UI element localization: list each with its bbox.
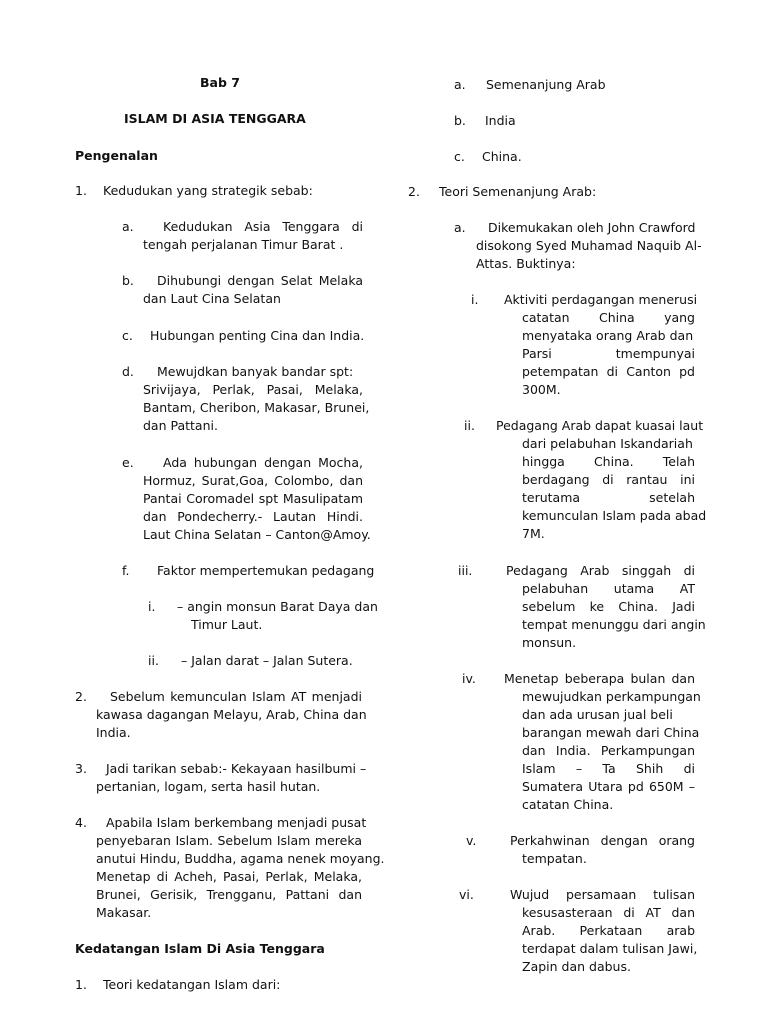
item-number: 2.	[408, 184, 420, 199]
text-line: Zapin dan dabus.	[522, 959, 631, 974]
sub-item-label: a.	[122, 219, 134, 234]
item-number: 4.	[75, 815, 87, 830]
right-column	[384, 0, 768, 1024]
evidence-label: i.	[471, 292, 479, 307]
sub-item-label: f.	[122, 563, 130, 578]
text-line: Makasar.	[96, 905, 152, 920]
text-line: Pedagang Arab singgah di	[506, 563, 695, 578]
sub-item-label: e.	[122, 455, 134, 470]
evidence-label: v.	[466, 833, 477, 848]
evidence-i	[502, 291, 698, 399]
evidence-v	[510, 832, 695, 868]
text-line: 7M.	[522, 526, 545, 541]
text-line: catatan China yang	[522, 310, 695, 325]
chapter-title: ISLAM DI ASIA TENGGARA	[124, 111, 306, 126]
text-line: Menetap di Acheh, Pasai, Perlak, Melaka,	[96, 869, 362, 884]
chapter-label: Bab 7	[200, 75, 240, 90]
text-line: Dihubungi dengan Selat Melaka	[157, 273, 363, 288]
text-line: Kedudukan Asia Tenggara di	[163, 219, 363, 234]
text-line: Jadi tarikan sebab:- Kekayaan hasilbumi –	[106, 761, 367, 776]
text-line: sebelum ke China. Jadi	[522, 599, 695, 614]
text-line: mewujudkan perkampungan	[522, 689, 701, 704]
item-3	[96, 760, 367, 796]
evidence-iv	[504, 670, 701, 814]
text-line: terutama setelah	[522, 490, 695, 505]
text-line: Aktiviti perdagangan menerusi	[504, 292, 698, 307]
evidence-ii	[496, 417, 707, 543]
sub-item-label: c.	[122, 328, 133, 343]
text-line: petempatan di Canton pd	[522, 364, 695, 379]
sub-item-a	[143, 218, 363, 254]
origin-label: b.	[454, 113, 466, 128]
sub-item-c: Hubungan penting Cina dan India.	[150, 328, 365, 343]
text-line: Apabila Islam berkembang menjadi pusat	[106, 815, 367, 830]
theory-heading: Teori Semenanjung Arab:	[439, 184, 597, 199]
sub-item-label: d.	[122, 364, 134, 379]
text-line: – angin monsun Barat Daya dan	[177, 599, 378, 614]
origin-label: a.	[454, 77, 466, 92]
item-number: 2.	[75, 689, 87, 704]
section-heading-kedatangan: Kedatangan Islam Di Asia Tenggara	[75, 941, 325, 956]
text-line: Sebelum kemunculan Islam AT menjadi	[110, 689, 362, 704]
text-line: terdapat dalam tulisan Jawi,	[522, 941, 698, 956]
text-line: Laut China Selatan – Canton@Amoy.	[143, 527, 371, 542]
text-line: Wujud persamaan tulisan	[510, 887, 695, 902]
item-2	[96, 688, 367, 742]
evidence-vi	[510, 886, 698, 976]
text-line: disokong Syed Muhamad Naquib Al-	[476, 238, 702, 253]
text-line: Timur Laut.	[191, 617, 263, 632]
text-line: Brunei, Gerisik, Trengganu, Pattani dan	[96, 887, 362, 902]
text-line: Arab. Perkataan arab	[522, 923, 695, 938]
text-line: hingga China. Telah	[522, 454, 695, 469]
sub-sub-item-i	[177, 598, 377, 634]
text-line: anutui Hindu, Buddha, agama nenek moyang.	[96, 851, 385, 866]
text-line: pelabuhan utama AT	[522, 581, 695, 596]
sub-sub-item-label: i.	[148, 599, 156, 614]
evidence-label: vi.	[459, 887, 474, 902]
text-line: Ada hubungan dengan Mocha,	[163, 455, 363, 470]
evidence-label: ii.	[464, 418, 475, 433]
sub-sub-item-label: ii.	[148, 653, 159, 668]
sub-item-d	[143, 363, 370, 435]
item-text: Kedudukan yang strategik sebab:	[103, 183, 313, 198]
text-line: menyataka orang Arab dan	[522, 328, 694, 343]
sub-item-f: Faktor mempertemukan pedagang	[157, 563, 375, 578]
item-number: 3.	[75, 761, 87, 776]
text-line: Perkahwinan dengan orang	[510, 833, 695, 848]
text-line: Pedagang Arab dapat kuasai laut	[496, 418, 704, 433]
text-line: dan Pattani.	[143, 418, 218, 433]
text-line: berdagang di rantau ini	[522, 472, 695, 487]
text-line: Sumatera Utara pd 650M –	[522, 779, 695, 794]
text-line: penyebaran Islam. Sebelum Islam mereka	[96, 833, 362, 848]
text-line: Dikemukakan oleh John Crawford	[488, 220, 696, 235]
item-number: 1.	[75, 977, 87, 992]
sub-item-b	[143, 272, 363, 308]
origin-b: India	[485, 113, 516, 128]
item-number: 1.	[75, 183, 87, 198]
text-line: kemunculan Islam pada abad	[522, 508, 707, 523]
text-line: monsun.	[522, 635, 577, 650]
text-line: Menetap beberapa bulan dan	[504, 671, 695, 686]
text-line: Parsi tmempunyai	[522, 346, 695, 361]
evidence-iii	[506, 562, 706, 652]
text-line: Srivijaya, Perlak, Pasai, Melaka,	[143, 382, 363, 397]
text-line: Hormuz, Surat,Goa, Colombo, dan	[143, 473, 363, 488]
text-line: Bantam, Cheribon, Makasar, Brunei,	[143, 400, 370, 415]
text-line: Mewujdkan banyak bandar spt:	[157, 364, 354, 379]
evidence-label: iii.	[458, 563, 473, 578]
origin-label: c.	[454, 149, 465, 164]
evidence-label: iv.	[462, 671, 476, 686]
text-line: tengah perjalanan Timur Barat .	[143, 237, 344, 252]
text-line: dari pelabuhan Iskandariah	[522, 436, 693, 451]
text-line: dan Laut Cina Selatan	[143, 291, 281, 306]
sub-sub-item-ii: – Jalan darat – Jalan Sutera.	[181, 653, 353, 668]
text-line: barangan mewah dari China	[522, 725, 700, 740]
sub-item-label: a.	[454, 220, 466, 235]
item-text: Teori kedatangan Islam dari:	[103, 977, 281, 992]
text-line: India.	[96, 725, 131, 740]
text-line: Islam – Ta Shih di	[522, 761, 695, 776]
sub-item-e	[143, 454, 371, 544]
text-line: kawasa dagangan Melayu, Arab, China dan	[96, 707, 367, 722]
text-line: kesusasteraan di AT dan	[522, 905, 695, 920]
text-line: dan Pondecherry.- Lautan Hindi.	[143, 509, 363, 524]
text-line: dan ada urusan jual beli	[522, 707, 673, 722]
text-line: Attas. Buktinya:	[476, 256, 576, 271]
text-line: Pantai Coromadel spt Masulipatam	[143, 491, 363, 506]
text-line: pertanian, logam, serta hasil hutan.	[96, 779, 321, 794]
item-4	[96, 814, 385, 922]
text-line: tempatan.	[522, 851, 587, 866]
origin-a: Semenanjung Arab	[486, 77, 606, 92]
text-line: tempat menunggu dari angin	[522, 617, 706, 632]
theory-2a	[476, 219, 702, 273]
origin-c: China.	[482, 149, 522, 164]
sub-item-label: b.	[122, 273, 134, 288]
text-line: 300M.	[522, 382, 561, 397]
section-heading-pengenalan: Pengenalan	[75, 148, 158, 163]
text-line: catatan China.	[522, 797, 614, 812]
text-line: dan India. Perkampungan	[522, 743, 695, 758]
